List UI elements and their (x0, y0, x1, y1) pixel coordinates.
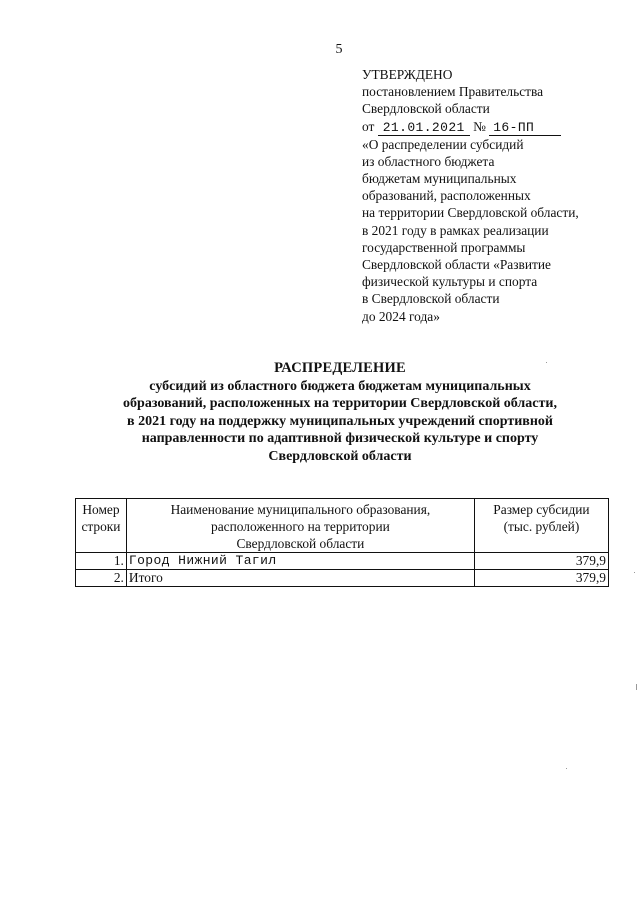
row-number: 2. (76, 570, 127, 587)
municipality-name: Город Нижний Тагил (126, 553, 474, 570)
scan-speck (566, 768, 567, 769)
approval-line: на территории Свердловской области, (362, 205, 579, 221)
header-text: Номер (82, 502, 120, 517)
approval-line: образований, расположенных (362, 188, 531, 204)
header-text: Размер субсидии (493, 502, 590, 517)
header-text: Наименование муниципального образования, (170, 502, 431, 517)
approval-line: из областного бюджета (362, 153, 495, 169)
date-prefix: от (362, 118, 375, 134)
table-header-row (76, 499, 609, 553)
header-municipality (126, 499, 474, 553)
approval-stamp: УТВЕРЖДЕНО (362, 67, 453, 82)
approval-line: бюджетам муниципальных (362, 171, 517, 187)
heading-line: направленности по адаптивной физической культуре и спорту (141, 431, 539, 447)
total-label: Итого (126, 570, 474, 587)
approval-block (362, 66, 634, 325)
decree-date: 21.01.2021 (378, 121, 470, 136)
header-subsidy-amount (474, 499, 608, 553)
number-prefix: № (473, 118, 486, 134)
header-text: (тыс. рублей) (503, 519, 580, 534)
scan-speck (546, 362, 547, 363)
approval-line: «О распределении субсидий (362, 136, 524, 152)
total-amount: 379,9 (474, 570, 608, 587)
header-text: Свердловской области (236, 536, 365, 551)
heading-line: образований, расположенных на территории Свердловской области, (123, 396, 557, 412)
subsidy-table (75, 498, 609, 587)
table-row (76, 553, 609, 570)
scan-speck (634, 572, 635, 573)
document-title: РАСПРЕДЕЛЕНИЕ (274, 360, 406, 376)
subsidy-amount: 379,9 (474, 553, 608, 570)
approval-line: государственной программы (362, 239, 526, 255)
table-row (76, 570, 609, 587)
approval-line: до 2024 года» (362, 308, 440, 324)
decree-date-line (362, 118, 634, 136)
approval-line: физической культуры и спорта (362, 274, 538, 290)
approval-line: постановлением Правительства (362, 84, 544, 100)
scan-speck (636, 684, 637, 690)
header-text: строки (81, 519, 121, 534)
heading-line: субсидий из областного бюджета бюджетам муниципальных (149, 378, 531, 394)
approval-line: в 2021 году в рамках реализации (362, 222, 549, 238)
heading-line: Свердловской области (268, 448, 412, 464)
decree-number: 16-ПП (489, 121, 561, 136)
page-number: 5 (335, 42, 343, 57)
approval-line: в Свердловской области (362, 291, 500, 307)
approval-line: Свердловской области «Развитие (362, 257, 551, 273)
header-row-number (76, 499, 127, 553)
heading-line: в 2021 году на поддержку муниципальных учреждений спортивной (127, 413, 553, 429)
row-number: 1. (76, 553, 127, 570)
header-text: расположенного на территории (211, 519, 390, 534)
document-heading (96, 360, 584, 466)
approval-line: Свердловской области (362, 101, 490, 117)
